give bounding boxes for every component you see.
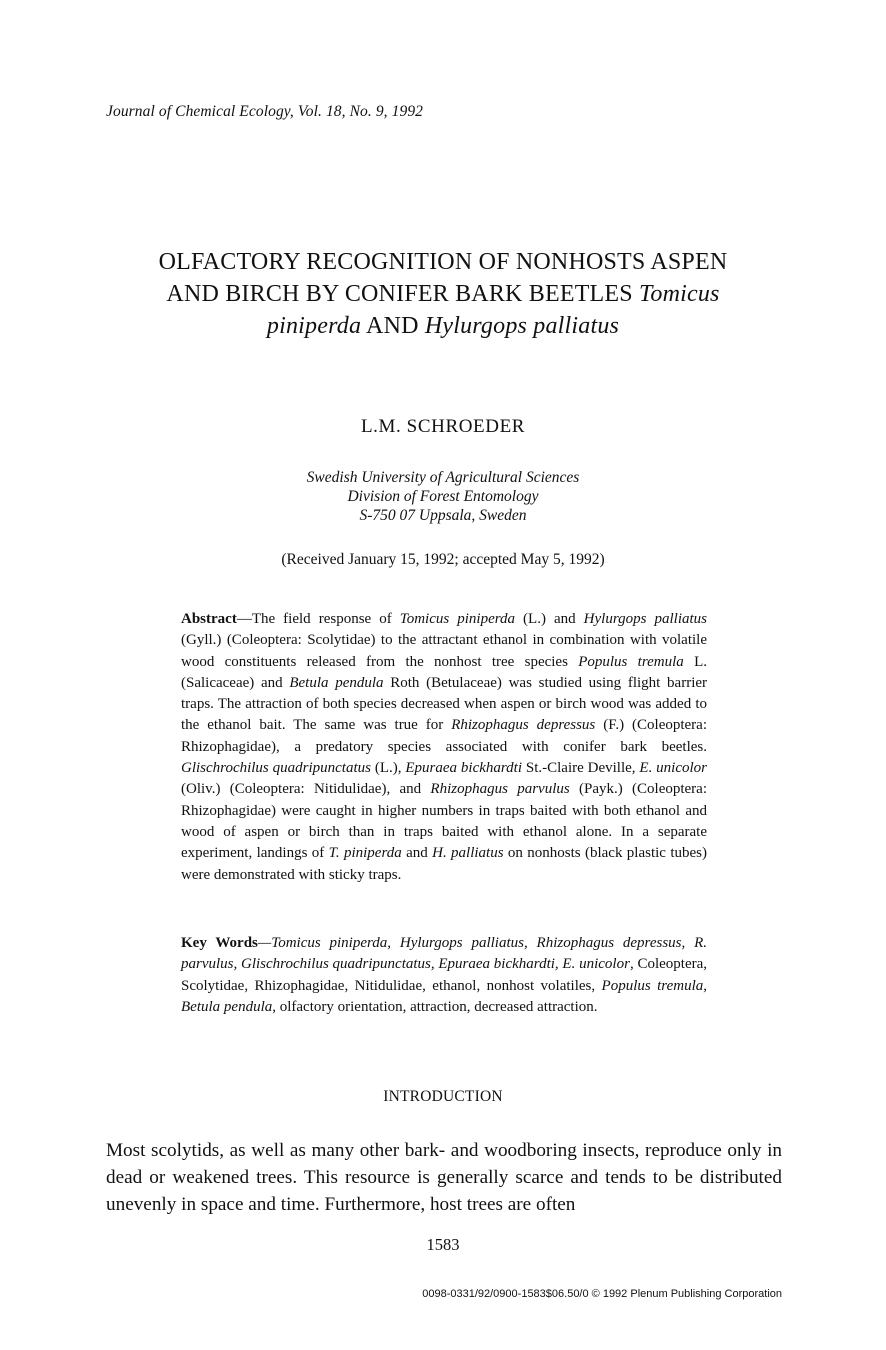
introduction-text: Most scolytids, as well as many other bark- and woodboring insects, reproduce only in dead or weakened trees. This resource is generally scarce and tends to be distributed unevenly in space and time. Furthermore, host trees are often: [106, 1140, 782, 1215]
keywords-segment: Populus tremula, Betula pendula: [181, 977, 707, 1015]
abstract-segment: —The field response of: [236, 611, 400, 627]
title-line-2: AND BIRCH BY CONIFER BARK BEETLES Tomicus: [166, 281, 720, 307]
abstract-segment: Populus tremula: [578, 653, 684, 670]
introduction-heading: INTRODUCTION: [383, 1088, 503, 1105]
abstract-segment: (L.),: [370, 760, 406, 777]
affiliation-line-3: S-750 07 Uppsala, Sweden: [359, 507, 527, 524]
abstract: [181, 609, 707, 886]
copyright-line: 0098-0331/92/0900-1583$06.50/0 © 1992 Plenum Publishing Corporation: [422, 1288, 782, 1300]
title-line-1: OLFACTORY RECOGNITION OF NONHOSTS ASPEN: [158, 249, 728, 275]
article-title: [80, 246, 806, 342]
journal-citation: Journal of Chemical Ecology, Vol. 18, No. 9, 1992: [106, 103, 424, 120]
keywords-segment: —Tomicus piniperda, Hylurgops palliatus, Rhizophagus depressus, R. parvulus, Glischrochilus quadripunctatus, Epuraea bickhardti, E. unicolor: [181, 935, 707, 973]
abstract-segment: Rhizophagus parvulus: [430, 781, 570, 798]
abstract-segment: (L.) and: [515, 611, 584, 627]
received-dates: (Received January 15, 1992; accepted May 5, 1992): [281, 551, 605, 568]
key-words-body: [181, 935, 707, 1015]
abstract-segment: Rhizophagus depressus: [451, 717, 596, 734]
page-number: 1583: [426, 1235, 460, 1254]
abstract-segment: T. piniperda: [328, 845, 402, 862]
keywords-segment: , Coleoptera, Scolytidae, Rhizophagidae, Nitidulidae, ethanol, nonhost volatiles,: [181, 956, 708, 994]
abstract-body: [181, 611, 707, 883]
abstract-segment: Betula pendula: [289, 674, 384, 691]
abstract-segment: Hylurgops palliatus: [583, 611, 707, 627]
key-words: [181, 933, 707, 1018]
affiliation-line-1: Swedish University of Agricultural Sciences: [306, 469, 580, 486]
abstract-segment: St.-Claire Deville,: [522, 760, 640, 777]
abstract-label: Abstract: [181, 611, 237, 627]
abstract-segment: L. (Salicaceae) and: [181, 653, 707, 691]
key-words-label: Key Words: [181, 935, 258, 951]
abstract-segment: (Oliv.) (Coleoptera: Nitidulidae), and: [181, 781, 431, 798]
affiliation-line-2: Division of Forest Entomology: [347, 488, 539, 505]
abstract-segment: (F.) (Coleoptera: Rhizophagidae), a predatory species associated with conifer bark beetles.: [181, 717, 708, 755]
abstract-segment: Epuraea bickhardti: [405, 760, 522, 777]
abstract-segment: and: [401, 845, 433, 862]
author-affiliation: [0, 468, 886, 525]
abstract-segment: (Gyll.) (Coleoptera: Scolytidae) to the attractant ethanol in combination with volatile wood constituents released from the nonhost tree species: [181, 632, 707, 670]
abstract-segment: E. unicolor: [639, 760, 708, 777]
author-name: L.M. SCHROEDER: [360, 416, 526, 437]
abstract-segment: (Payk.) (Coleoptera: Rhizophagidae) were caught in higher numbers in traps baited with both ethanol and wood of aspen or birch than in traps baited with ethanol alone. In a separate experiment, landings of: [181, 781, 707, 862]
abstract-segment: Roth (Betulaceae) was studied using flight barrier traps. The attraction of both species decreased when aspen or birch wood was added to the ethanol bait. The same was true for: [181, 674, 708, 734]
title-line-3: piniperda AND Hylurgops palliatus: [266, 313, 620, 339]
abstract-segment: H. palliatus: [432, 845, 504, 862]
abstract-segment: Tomicus piniperda: [399, 611, 516, 627]
abstract-segment: on nonhosts (black plastic tubes) were demonstrated with sticky traps.: [181, 845, 707, 883]
abstract-segment: Glischrochilus quadripunctatus: [181, 760, 371, 777]
keywords-segment: , olfactory orientation, attraction, decreased attraction.: [272, 998, 598, 1015]
